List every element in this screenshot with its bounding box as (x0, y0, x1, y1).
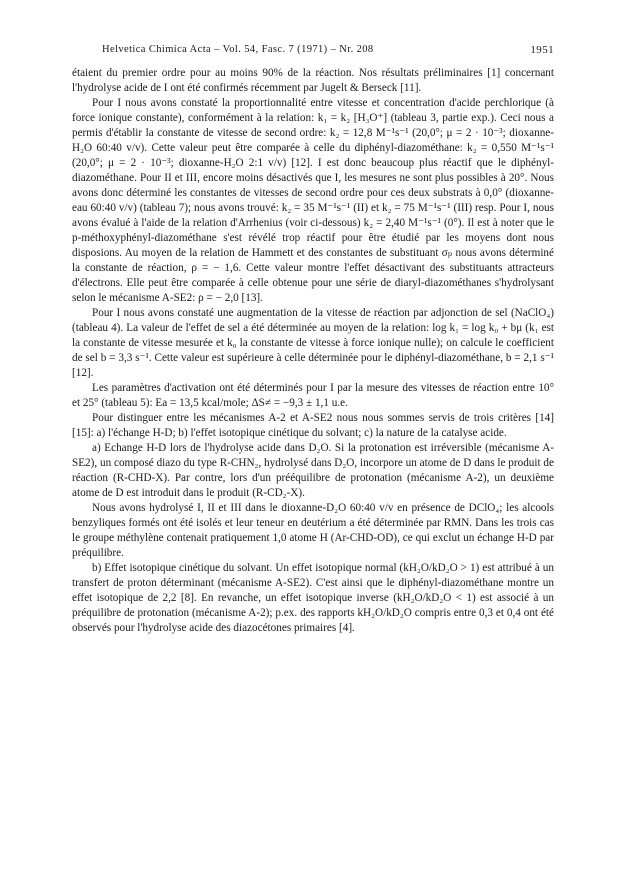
article-body (72, 66, 554, 636)
journal-citation: Helvetica Chimica Acta – Vol. 54, Fasc. 7 (1971) – Nr. 208 (102, 44, 374, 55)
running-header (72, 44, 554, 60)
paragraph-salt-effect: Pour I nous avons constaté une augmentation de la vitesse de réaction par adjonction de sel (NaClO₄) (tableau 4). La valeur de l'effet de sel a été déterminée au moyen de la relation: log k₁ = log k₀ + bμ (k₁ est la constante de vitesse mesurée et k₀ la constante de vitesse à force ionique nulle); on calcule le coefficient de sel b = 3,3 s⁻¹. Cette valeur est supérieure à celle déterminée pour le diphényl-diazométhane, b = 2,1 s⁻¹ [12]. (72, 307, 554, 379)
page-number: 1951 (530, 44, 554, 56)
paragraph-hydrolysis-d2o: Nous avons hydrolysé I, II et III dans le dioxanne-D₂O 60:40 v/v en présence de DClO₄; les alcools benzyliques formés ont été isolés et leur teneur en deutérium a été déterminée par RMN. Dans les trois cas le groupe méthylène contenait pratiquement 1,0 atome H (Ar-CHD-OD), ce qui exclut un échange H-D par préquilibre. (72, 502, 554, 559)
paragraph-mechanism-criteria: Pour distinguer entre les mécanismes A-2 et A-SE2 nous nous sommes servis de trois critères [14] [15]: a) l'échange H-D; b) l'effet isotopique cinétique du solvant; c) la nature de la catalyse acide. (72, 412, 554, 439)
paragraph-continuation: étaient du premier ordre pour au moins 90% de la réaction. Nos résultats préliminaires [1] concernant l'hydrolyse acide de I ont été confirmés récemment par Jugelt & Berseck [11]. (72, 67, 554, 94)
paragraph-rate-constants: Pour I nous avons constaté la proportionnalité entre vitesse et concentration d'acide perchlorique (à force ionique constante), conformément à la relation: k₁ = k₂ [H₃O⁺] (tableau 3, partie exp.). Ceci nous a permis d'établir la constante de vitesse de second ordre: k₂ = 12,8 M⁻¹s⁻¹ (20,0°; μ = 2 · 10⁻³; dioxanne-H₂O 60:40 v/v). Cette valeur peut être comparée à celle du diphényl-diazométhane: k₂ = 0,550 M⁻¹s⁻¹ (20,0°; μ = 2 · 10⁻³; dioxanne-H₂O 2:1 v/v) [12]. I est donc beaucoup plus réactif que le diphényl-diazométhane. Pour II et III, encore moins désactivés que I, les mesures ne sont plus possibles à 20°. Nous avons donc déterminé les constantes de vitesses de second ordre pour ces deux substrats à 0,0° (dioxanne-eau 60:40 v/v) (tableau 7); nous avons trouvé: k₂ = 35 M⁻¹s⁻¹ (II) et k₂ = 75 M⁻¹s⁻¹ (III) resp. Pour I, nous avons évalué à l'aide de la relation d'Arrhenius (voir ci-dessous) k₂ = 2,40 M⁻¹s⁻¹ (0°). Il est à noter que le p-méthoxyphényl-diazométhane s'est révélé trop réactif pour être étudié par les moyens dont nous disposions. Au moyen de la relation de Hammett et des constantes de substituant σₚ nous avons déterminé la constante de réaction, ρ = − 1,6. Cette valeur montre l'effet désactivant des substituants attracteurs d'électrons. Elle peut être comparée à celle obtenue pour une série de diaryl-diazométhanes s'hydrolysant selon le mécanisme A-SE2: ρ = − 2,0 [13]. (72, 97, 554, 304)
paragraph-hd-exchange: a) Echange H-D lors de l'hydrolyse acide dans D₂O. Si la protonation est irréversible (mécanisme A-SE2), un composé diazo du type R-CHN₂, hydrolysé dans D₂O, incorpore un atome de D dans le produit de réaction (R-CHD-X). Par contre, lors d'un prééquilibre de protonation (mécanisme A-2), un deuxième atome de D est introduit dans le produit (R-CD₂-X). (72, 442, 554, 499)
paragraph-isotope-effect: b) Effet isotopique cinétique du solvant. Un effet isotopique normal (kH₂O/kD₂O > 1) est attribué à un transfert de proton déterminant (mécanisme A-SE2). C'est ainsi que le diphényl-diazométhane montre un effet isotopique de 2,2 [8]. En revanche, un effet isotopique inverse (kH₂O/kD₂O < 1) est associé à un préquilibre de protonation (mécanisme A-2); p.ex. des rapports kH₂O/kD₂O compris entre 0,3 et 0,4 ont été observés pour l'hydrolyse acide des diazocétones primaires [4]. (72, 562, 554, 634)
paragraph-activation-parameters: Les paramètres d'activation ont été déterminés pour I par la mesure des vitesses de réaction entre 10° et 25° (tableau 5): Ea = 13,5 kcal/mole; ΔS≠ = −9,3 ± 1,1 u.e. (72, 382, 554, 409)
